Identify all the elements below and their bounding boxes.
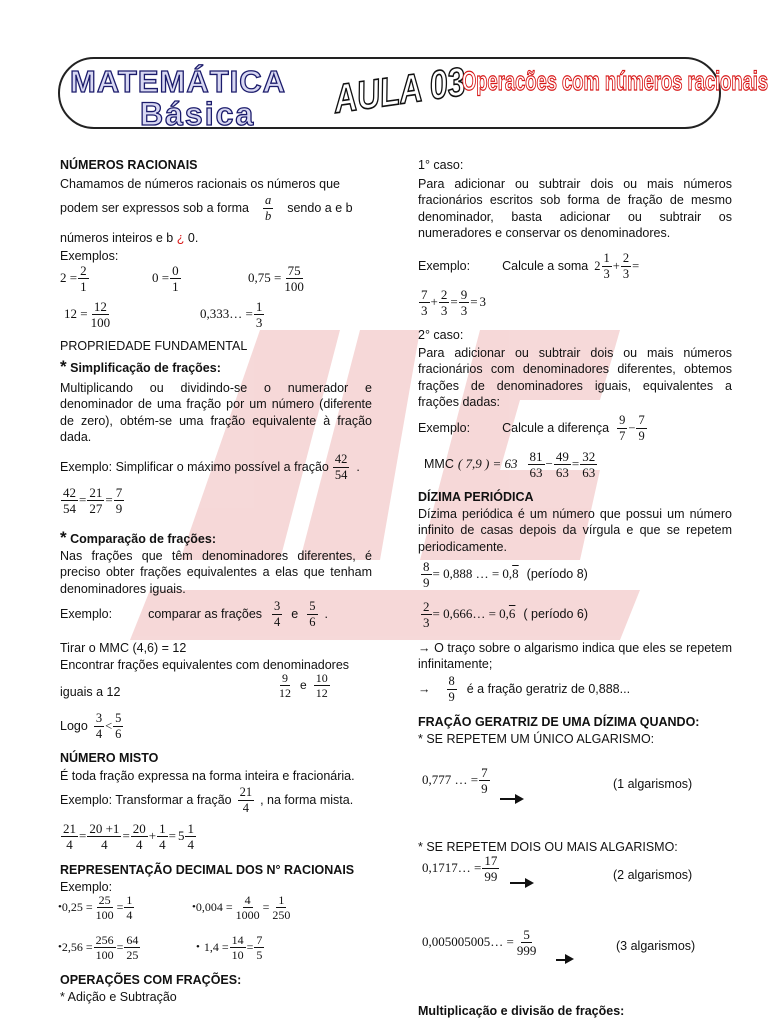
logo-comparison: Logo 3 4 < 5 6 <box>60 711 122 741</box>
diferenca-example: Exemplo: Calcule a diferença 9 7 − $\frac{7}{9}$ <box>418 413 645 443</box>
example-12-fraction: 12 = $\frac{12}{100}$ <box>64 299 111 330</box>
encontrar-line-1: Encontrar frações equivalentes com denominadores <box>60 658 350 672</box>
header-title-matematica: MATEMÁTICA <box>70 64 287 99</box>
exemplos-label: Exemplos: <box>60 249 119 263</box>
caso-1-label: 1° caso: <box>418 158 464 172</box>
dizima-text: Dízima periódica é um número que possui um número infinito de casas depois da vírgula e que se repetem periodicamente. <box>418 507 732 554</box>
heading-numeros-racionais: NÚMEROS RACIONAIS <box>60 158 198 172</box>
definition-line-2: podem ser expressos sob a forma a b sendo a e b <box>60 193 353 223</box>
misto-text: É toda fração expressa na forma inteira e fracionária. <box>60 769 355 783</box>
caso-2-text: Para adicionar ou subtrair dois ou mais números fracionários com denominadores diferentes, obtemos frações de denominadores iguais, equivalentes a frações dadas: <box>418 346 732 409</box>
soma-example: Exemplo: Calcule a soma 2 1 3 + $\frac{2}{3}$ = <box>418 251 640 281</box>
geratriz-case-1: * SE REPETEM UM ÚNICO ALGARISMO: <box>418 732 655 746</box>
example-2-fraction: 2 = $\frac{2}{1}$ <box>60 263 87 294</box>
representacao-exemplo: Exemplo: <box>60 880 113 894</box>
comparacao-text: Nas frações que têm denominadores diferentes, é preciso obter frações equivalentes a elas que tenham denominadores iguais. <box>60 549 372 596</box>
heading-dizima: DÍZIMA PERIÓDICA <box>418 490 534 504</box>
mmc-line: Tirar o MMC (4,6) = 12 <box>60 641 187 655</box>
dizima-note-2: → 8 9 é a fração geratriz de 0,888... <box>418 674 631 704</box>
geratriz-example-2: 0,1717… = $\frac{17}{99}$ <box>422 853 498 884</box>
heading-representacao: REPRESENTAÇÃO DECIMAL DOS N° RACIONAIS <box>60 863 355 877</box>
heading-simplificacao: * Simplificação de frações: <box>60 357 221 376</box>
lesson-number: AULA 03 <box>330 59 468 122</box>
arrow-right-icon <box>554 951 576 965</box>
geratriz-label-2: (2 algarismos) <box>613 868 693 882</box>
encontrar-line-2: iguais a 12 <box>60 685 121 699</box>
geratriz-example-1: 0,777 … = $\frac{7}{9}$ <box>422 765 488 796</box>
soma-result: 7 3 + $\frac{2}{3}$ = $\frac{9}{3}$ = 3 <box>421 287 487 318</box>
header-title-basica: Básica <box>140 96 256 132</box>
arrow-right-icon <box>508 876 536 890</box>
example-0-fraction: 0 = $\frac{0}{1}$ <box>152 263 179 294</box>
lesson-topic: Operacões com números racionais <box>462 66 768 96</box>
decimal-0-25: • 0,25 = $\frac{25}{100}$ = $\frac{1}{4}$ <box>58 893 133 922</box>
propriedade-fundamental: PROPRIEDADE FUNDAMENTAL <box>60 339 248 353</box>
simplificacao-result: $\frac{42}{54}$ = $\frac{21}{27}$ = $\frac{7}{9}$ <box>63 485 123 516</box>
heading-operacoes: OPERAÇÕES COM FRAÇÕES: <box>60 973 242 987</box>
caso-2-label: 2° caso: <box>418 328 464 342</box>
definition-line-1: Chamamos de números racionais os números que <box>60 177 340 191</box>
equivalent-fractions: 9 12 e 10 12 <box>279 671 328 700</box>
example-0333-fraction: 0,333… = $\frac{1}{3}$ <box>200 299 263 330</box>
arrow-right-icon <box>498 792 526 806</box>
geratriz-label-1: (1 algarismos) <box>613 777 693 791</box>
decimal-0-004: • 0,004 = $\frac{4}{1000}$ = $\frac{1}{250}$ <box>192 893 291 922</box>
heading-multiplicacao: Multiplicação e divisão de frações: <box>418 1004 625 1018</box>
geratriz-label-3: (3 algarismos) <box>616 939 696 953</box>
heading-comparacao: * Comparação de frações: <box>60 528 216 547</box>
decimal-2-56: • 2,56 = $\frac{256}{100}$ = $\frac{64}{25}$ <box>58 933 139 962</box>
definition-line-3: números inteiros e b ¿ 0. <box>60 231 199 245</box>
misto-example: Exemplo: Transformar a fração 21 4 , na forma mista. <box>60 785 354 815</box>
heading-fracao-geratriz: FRAÇÃO GERATRIZ DE UMA DÍZIMA QUANDO: <box>418 715 700 729</box>
misto-result: $\frac{21}{4}$ = $\frac{20 +1}{4}$ = $\frac{20}{4}$ + $\frac{1}{4}$ = 5 1 4 <box>63 821 194 852</box>
dizima-example-8: $\frac{8}{9}$ = 0,888 … = 0, 8 (período 8) <box>423 559 588 590</box>
example-075-fraction: 0,75 = $\frac{75}{100}$ <box>248 263 304 294</box>
simplificacao-text: Multiplicando ou dividindo-se o numerador e denominador de uma fração por um número (diferente de zero), obtém-se uma fração equivalente à fração dada. <box>60 381 372 444</box>
caso-1-text: Para adicionar ou subtrair dois ou mais números fracionários escritos sob forma de fração de mesmo denominador, basta adicionar ou subtrair os numeradores e conservar os denominadores. <box>418 177 732 240</box>
decimal-1-4: • 1,4 = $\frac{14}{10}$ = $\frac{7}{5}$ <box>196 933 263 962</box>
geratriz-example-3: 0,005005005… = $\frac{5}{999}$ <box>422 927 537 958</box>
simplificacao-example: Exemplo: Simplificar o máximo possível a fração 42 54 . <box>60 452 360 482</box>
dizima-note-1: → O traço sobre o algarismo indica que eles se repetem infinitamente; <box>418 641 732 672</box>
mmc-diferenca: MMC ( 7,9 ) = 63 81 63 − $\frac{49}{63}$ = $\frac{32}{63}$ <box>424 449 596 480</box>
dizima-example-6: $\frac{2}{3}$ = 0,666… = 0, 6 ( período 6) <box>423 599 589 630</box>
adicao-subtracao: * Adição e Subtração <box>60 990 177 1004</box>
heading-numero-misto: NÚMERO MISTO <box>60 751 159 765</box>
comparacao-example: Exemplo: comparar as frações 3 4 e 5 6 . <box>60 599 328 629</box>
geratriz-case-2: * SE REPETEM DOIS OU MAIS ALGARISMO: <box>418 840 678 854</box>
